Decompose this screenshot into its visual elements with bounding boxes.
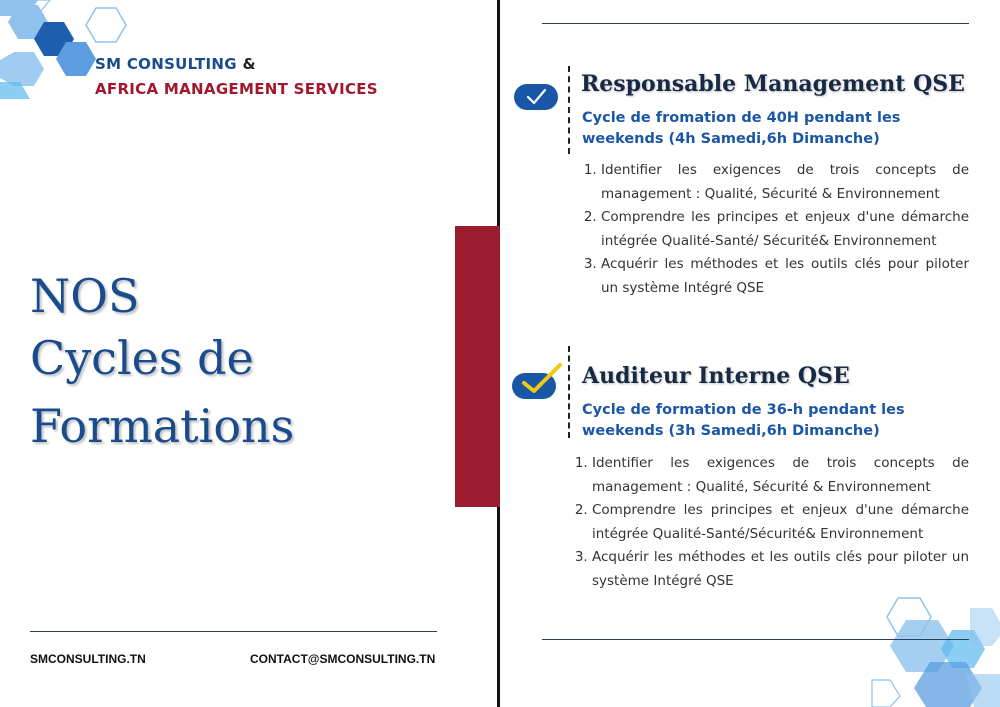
dashed-separator (568, 66, 572, 154)
footer-divider (30, 631, 437, 632)
check-icon (514, 84, 558, 110)
footer-website: SMCONSULTING.TN (30, 652, 146, 666)
cycle-title-auditeur: Auditeur Interne QSE (582, 363, 850, 389)
subtitle-line: Cycle de fromation de 40H pendant les (582, 110, 901, 126)
subtitle-line: Cycle de formation de 36-h pendant les (582, 402, 905, 418)
list-item: 2. Comprendre les principes et enjeux d'une démarche intégrée Qualité-Santé/Sécurité& Environnement (592, 499, 969, 546)
cycle-subtitle-responsable (582, 108, 972, 150)
subtitle-line: weekends (3h Samedi,6h Dimanche) (582, 423, 880, 439)
brand-name-sm-consulting (95, 55, 256, 73)
brand-ampersand: & (242, 55, 256, 73)
check-icon-yellow (512, 373, 556, 399)
bottom-rule (542, 639, 969, 640)
footer-email: CONTACT@SMCONSULTING.TN (250, 652, 436, 666)
page-title-line1: NOS (30, 269, 140, 323)
top-rule (542, 23, 969, 24)
dashed-separator (568, 346, 572, 438)
brand-name-africa: AFRICA MANAGEMENT SERVICES (95, 80, 378, 98)
cycle-items-auditeur (570, 452, 969, 593)
cycle-items-responsable (579, 159, 969, 300)
page-title-line2: Cycles de (30, 331, 254, 385)
red-accent-bar (455, 226, 500, 507)
page-title-line3: Formations (30, 399, 295, 453)
list-item: 2. Comprendre les principes et enjeux d'une démarche intégrée Qualité-Santé/ Sécurité& Environnement (601, 206, 969, 253)
cycle-subtitle-auditeur (582, 400, 972, 442)
list-item: 1. Identifier les exigences de trois concepts de management : Qualité, Sécurité & Environnement (592, 452, 969, 499)
cycle-title-responsable: Responsable Management QSE (581, 71, 965, 97)
list-item: 3. Acquérir les méthodes et les outils clés pour piloter un système Intégré QSE (601, 253, 969, 300)
list-item: 3. Acquérir les méthodes et les outils clés pour piloter un système Intégré QSE (592, 546, 969, 593)
subtitle-line: weekends (4h Samedi,6h Dimanche) (582, 131, 880, 147)
brand-line1: SM CONSULTING (95, 55, 237, 73)
list-item: 1. Identifier les exigences de trois concepts de management : Qualité, Sécurité & Environnement (601, 159, 969, 206)
hexagon-decoration-bottom-right (870, 590, 1000, 707)
